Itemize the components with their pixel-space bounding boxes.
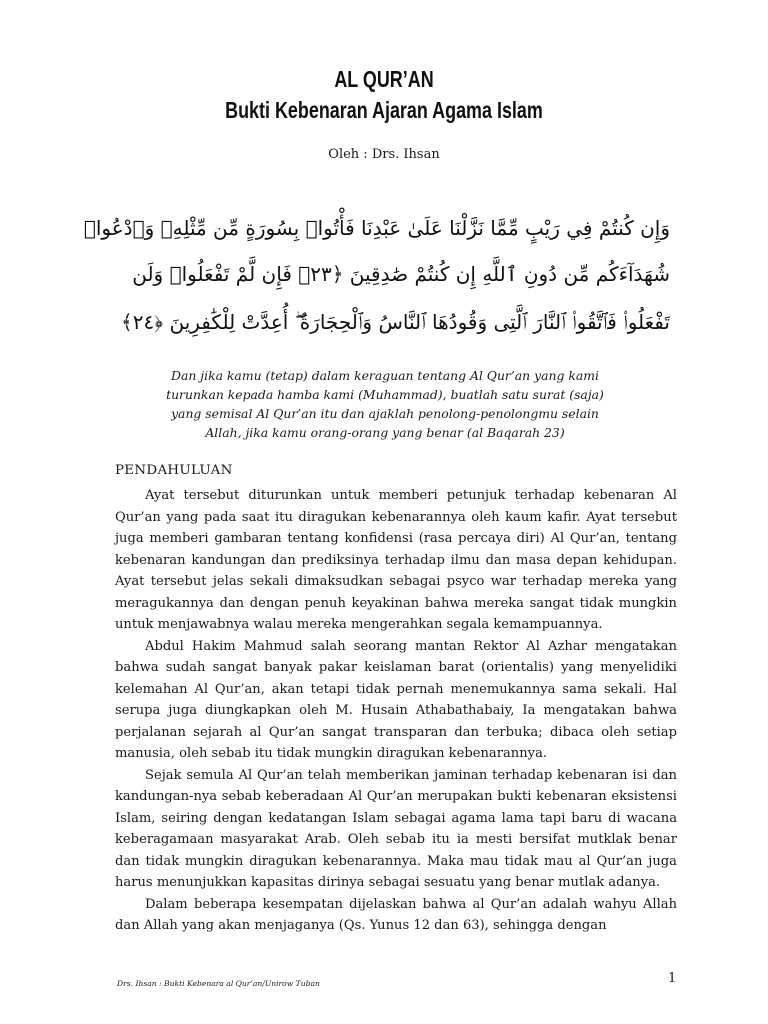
page-number: 1 bbox=[668, 971, 677, 986]
body-text bbox=[115, 485, 677, 937]
arabic-verse-line-3: تَفْعَلُوا۟ فَٱتَّقُوا۟ ٱلنَّارَ ٱلَّتِى وَقُودُهَا ٱلنَّاسُ وَٱلْحِجَارَةُ ۖ أُعِدَّتْ لِلْكَٰفِرِينَ ﴿٢٤﴾ bbox=[121, 310, 670, 334]
paragraph-3: Sejak semula Al Qur’an telah memberikan jaminan terhadap kebenaran isi dan kandungan-nya sebab keberadaan Al Qur’an merupakan bukti kebenaran eksistensi Islam, seiring dengan kedatangan Islam sebagai agama lama tapi baru di wacana keberagamaan masyarakat Arab. Oleh sebab itu ia mesti bersifat mutklak benar dan tidak mungkin diragukan kebenarannya. Maka mau tidak mau al Qur’an juga harus menunjukkan kapasitas dirinya sebagai sesuatu yang benar mutlak adanya. bbox=[115, 767, 677, 890]
section-heading: PENDAHULUAN bbox=[115, 463, 233, 478]
paragraph-1: Ayat tersebut diturunkan untuk memberi petunjuk terhadap kebenaran Al Qur’an yang pada saat itu diragukan kebenarannya oleh kaum kafir. Ayat tersebut juga memberi gambaran tentang konfidensi (rasa percaya diri) Al Qur’an, tentang kebenaran kandungan dan prediksinya terhadap ilmu dan masa depan kehidupan. Ayat tersebut jelas sekali dimaksudkan sebagai psyco war terhadap mereka yang meragukannya dan dengan penuh keyakinan bahwa mereka sangat tidak mungkin untuk menjawabnya walau mereka mengerahkan segala kemampuannya. bbox=[115, 488, 677, 632]
arabic-verse-line-2: شُهَدَآءَكُم مِّن دُونِ ٱللَّهِ إِن كُنتُمْ صَٰدِقِينَ ﴿٢٣﴾ فَإِن لَّمْ تَفْعَلُوا۟ وَلَن bbox=[132, 262, 670, 286]
verse-translation: Dan jika kamu (tetap) dalam keraguan tentang Al Qur’an yang kami turunkan kepada hamba kami (Muhammad), buatlah satu surat (saja) yang semisal Al Qur’an itu dan ajaklah penolong-penolongmu selain Allah, jika kamu orang-orang yang benar (al Baqarah 23) bbox=[166, 368, 604, 440]
document-subtitle: Bukti Kebenaran Ajaran Agama Islam bbox=[225, 97, 543, 123]
document-title: AL QUR’AN bbox=[334, 66, 434, 92]
page-footer: Drs. Ihsan : Bukti Kebenara al Qur’an/Unirow Tuban bbox=[117, 979, 320, 988]
author-line: Oleh : Drs. Ihsan bbox=[328, 147, 440, 162]
arabic-verse-line-1: وَإِن كُنتُمْ فِي رَيْبٍ مِّمَّا نَزَّلْنَا عَلَىٰ عَبْدِنَا فَأْتُوا۟ بِسُورَةٍ مِّن مِّثْلِهِۦ وَٱدْعُوا۟ bbox=[83, 216, 670, 240]
paragraph-2: Abdul Hakim Mahmud salah seorang mantan Rektor Al Azhar mengatakan bahwa sudah sangat banyak pakar keislaman barat (orientalis) yang menyelidiki kelemahan Al Qur’an, akan tetapi tidak pernah menemukannya sama sekali. Hal serupa juga diungkapkan oleh M. Husain Athabathabaiy, Ia mengatakan bahwa perjalanan sejarah al Qur’an sangat transparan dan terbuka; dibaca oleh setiap manusia, oleh sebab itu tidak mungkin diragukan kebenarannya. bbox=[115, 638, 677, 761]
paragraph-4: Dalam beberapa kesempatan dijelaskan bahwa al Qur’an adalah wahyu Allah dan Allah yang akan menjaganya (Qs. Yunus 12 dan 63), sehingga dengan bbox=[115, 896, 677, 933]
